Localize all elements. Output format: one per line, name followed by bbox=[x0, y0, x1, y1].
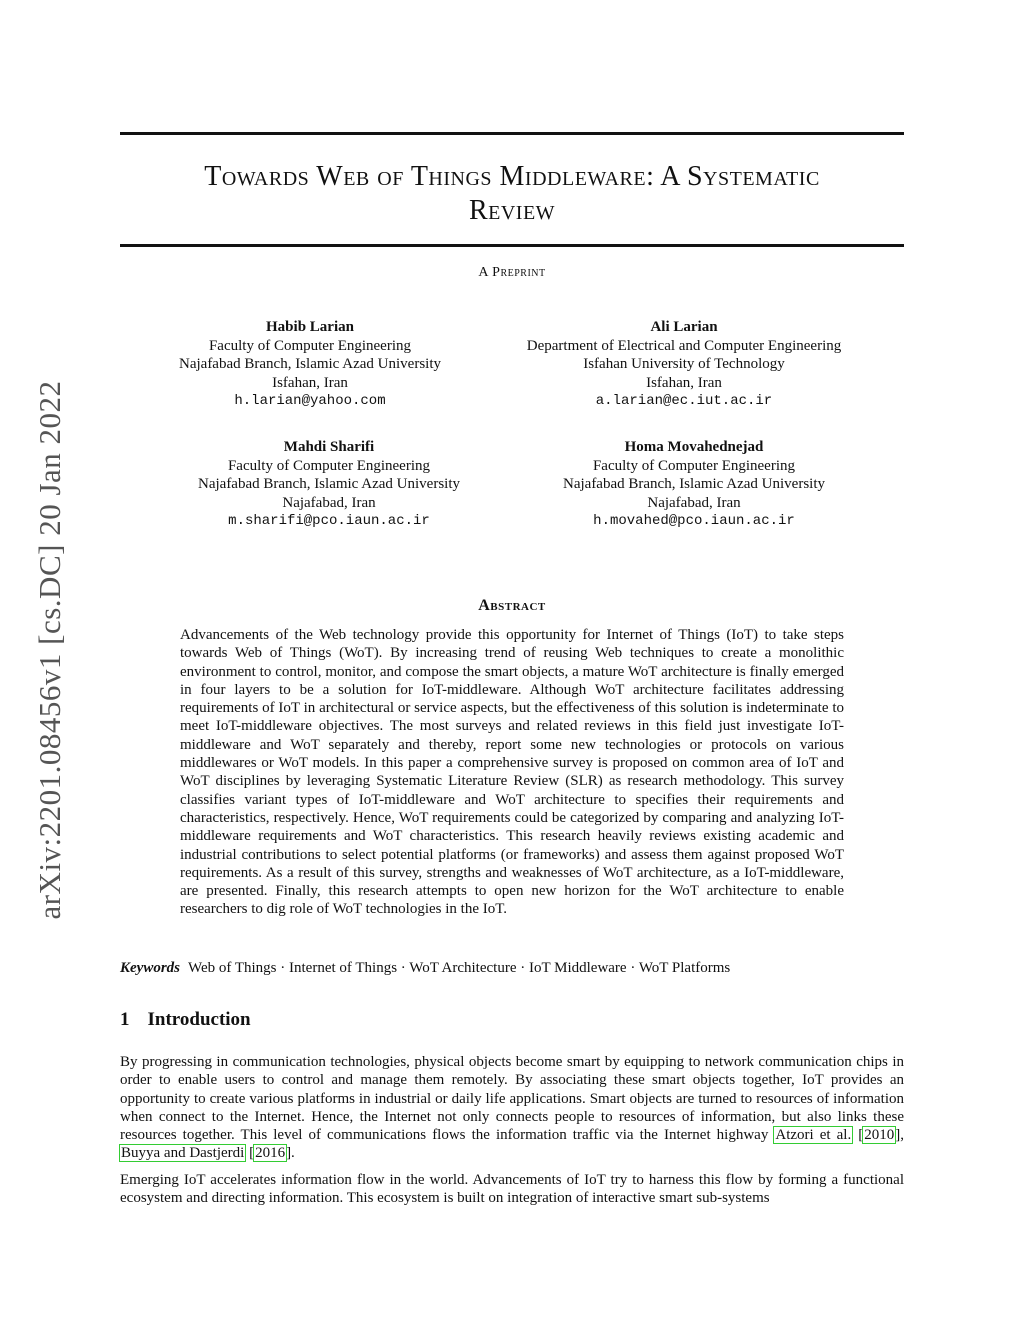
author-block-2 bbox=[504, 318, 864, 411]
citation-bracket: ]. bbox=[286, 1145, 295, 1162]
author-name: Mahdi Sharifi bbox=[283, 439, 375, 455]
author-email[interactable]: h.movahed@pco.iaun.ac.ir bbox=[593, 513, 795, 529]
author-location: Najafabad, Iran bbox=[282, 494, 376, 511]
author-block-1 bbox=[130, 318, 490, 411]
abstract-text: Advancements of the Web technology provide this opportunity for Internet of Things (IoT) to take steps towards Web of Things (WoT). By increasing trend of reusing Web techniques to create a monolithic environment to control, monitor, and compose the smart objects, a mature WoT architecture is finally emerged in four layers to be a solution for IoT-middleware. Although WoT architecture facilitates addressing requirements of IoT in architectural or service aspects, but the effectiveness of this solution is indeterminate to meet IoT-middleware objectives. The most surveys and related reviews in this field just investigate IoT-middleware and WoT separately and thereby, report some new technologies or protocols on various middlewares or WoT models. In this paper a comprehensive survey is proposed on common area of IoT and WoT disciplines by leveraging Systematic Literature Review (SLR) as research methodology. This survey classifies variant types of IoT-middleware and WoT architecture to specifies their requirements and characteristics, respectively. Hence, WoT requirements could be categorized by comparing and analyzing IoT-middleware requirements and WoT characteristics. This research heavily reviews existing academic and industrial contributions to select potential platforms (or frameworks) and assess them against proposed WoT requirements. As a result of this survey, strengths and weaknesses of WoT architecture, as a IoT-middleware, are presented. Finally, this research attempts to open new horizon for the WoT architecture to enable researchers to dig role of WoT technologies in the IoT. bbox=[180, 627, 844, 918]
author-email[interactable]: m.sharifi@pco.iaun.ac.ir bbox=[228, 513, 430, 529]
keywords-label: Keywords bbox=[120, 960, 180, 976]
arxiv-stamp: arXiv:2201.08456v1 [cs.DC] 20 Jan 2022 bbox=[32, 380, 67, 920]
intro-paragraph-1 bbox=[120, 1053, 904, 1163]
title-line-2: Review bbox=[468, 195, 556, 226]
citation-link-buyya[interactable]: Buyya and Dastjerdi bbox=[121, 1145, 245, 1162]
section-title: Introduction bbox=[147, 1009, 251, 1030]
author-name: Habib Larian bbox=[266, 319, 354, 335]
section-heading-introduction bbox=[120, 1009, 251, 1031]
intro-paragraph-2: Emerging IoT accelerates information flow in the world. Advancements of IoT try to harness this flow by forming a functional ecosystem and directing information. This ecosystem is built on integration of interactive smart sub-systems bbox=[120, 1172, 904, 1207]
author-name: Ali Larian bbox=[650, 319, 718, 335]
author-location: Isfahan, Iran bbox=[272, 374, 348, 391]
title-rule-top bbox=[120, 132, 904, 135]
author-block-4 bbox=[514, 438, 874, 531]
author-affiliation: Faculty of Computer Engineering bbox=[227, 457, 431, 474]
author-affiliation: Najafabad Branch, Islamic Azad University bbox=[563, 476, 825, 492]
author-affiliation: Faculty of Computer Engineering bbox=[592, 457, 796, 474]
author-affiliation: Najafabad Branch, Islamic Azad University bbox=[179, 356, 441, 372]
citation-bracket: [ bbox=[852, 1127, 864, 1144]
abstract-heading: Abstract bbox=[478, 597, 546, 614]
author-affiliation: Faculty of Computer Engineering bbox=[208, 337, 412, 354]
author-block-3 bbox=[149, 438, 509, 531]
author-location: Isfahan, Iran bbox=[646, 374, 722, 391]
citation-year-link-2016[interactable]: 2016 bbox=[255, 1145, 286, 1162]
preprint-label: A Preprint bbox=[478, 265, 546, 280]
paper-title bbox=[120, 160, 904, 228]
author-email[interactable]: a.larian@ec.iut.ac.ir bbox=[595, 393, 773, 409]
author-email[interactable]: h.larian@yahoo.com bbox=[234, 393, 386, 409]
author-affiliation: Department of Electrical and Computer Engineering bbox=[526, 337, 842, 354]
title-line-1: Towards Web of Things Middleware: A Systematic bbox=[204, 161, 820, 192]
author-affiliation: Najafabad Branch, Islamic Azad University bbox=[198, 476, 460, 492]
keywords-text: Web of Things · Internet of Things · WoT Architecture · IoT Middleware · WoT Platforms bbox=[188, 960, 731, 976]
citation-year-link-2010[interactable]: 2010 bbox=[864, 1127, 895, 1144]
author-location: Najafabad, Iran bbox=[647, 494, 741, 511]
citation-bracket: ], bbox=[895, 1127, 904, 1144]
title-rule-bottom bbox=[120, 244, 904, 247]
citation-bracket: [ bbox=[245, 1145, 255, 1162]
keywords-line bbox=[120, 959, 904, 977]
paragraph-text: By progressing in communication technologies, physical objects become smart by equipping to network communication chips in order to enable users to control and manage them remotely. By associating these smart objects together, IoT provides an opportunity to create various platforms in industrial or daily life applications. Smart objects are turned to resources of information when connect to the Internet. Hence, the Internet not only connects people to resources of information, but also links these resources together. This level of communications flows the information traffic via the Internet highway bbox=[120, 1054, 904, 1144]
author-name: Homa Movahednejad bbox=[624, 439, 764, 455]
section-number: 1 bbox=[120, 1009, 130, 1030]
author-affiliation: Isfahan University of Technology bbox=[583, 356, 785, 372]
citation-link-atzori[interactable]: Atzori et al. bbox=[775, 1127, 852, 1144]
